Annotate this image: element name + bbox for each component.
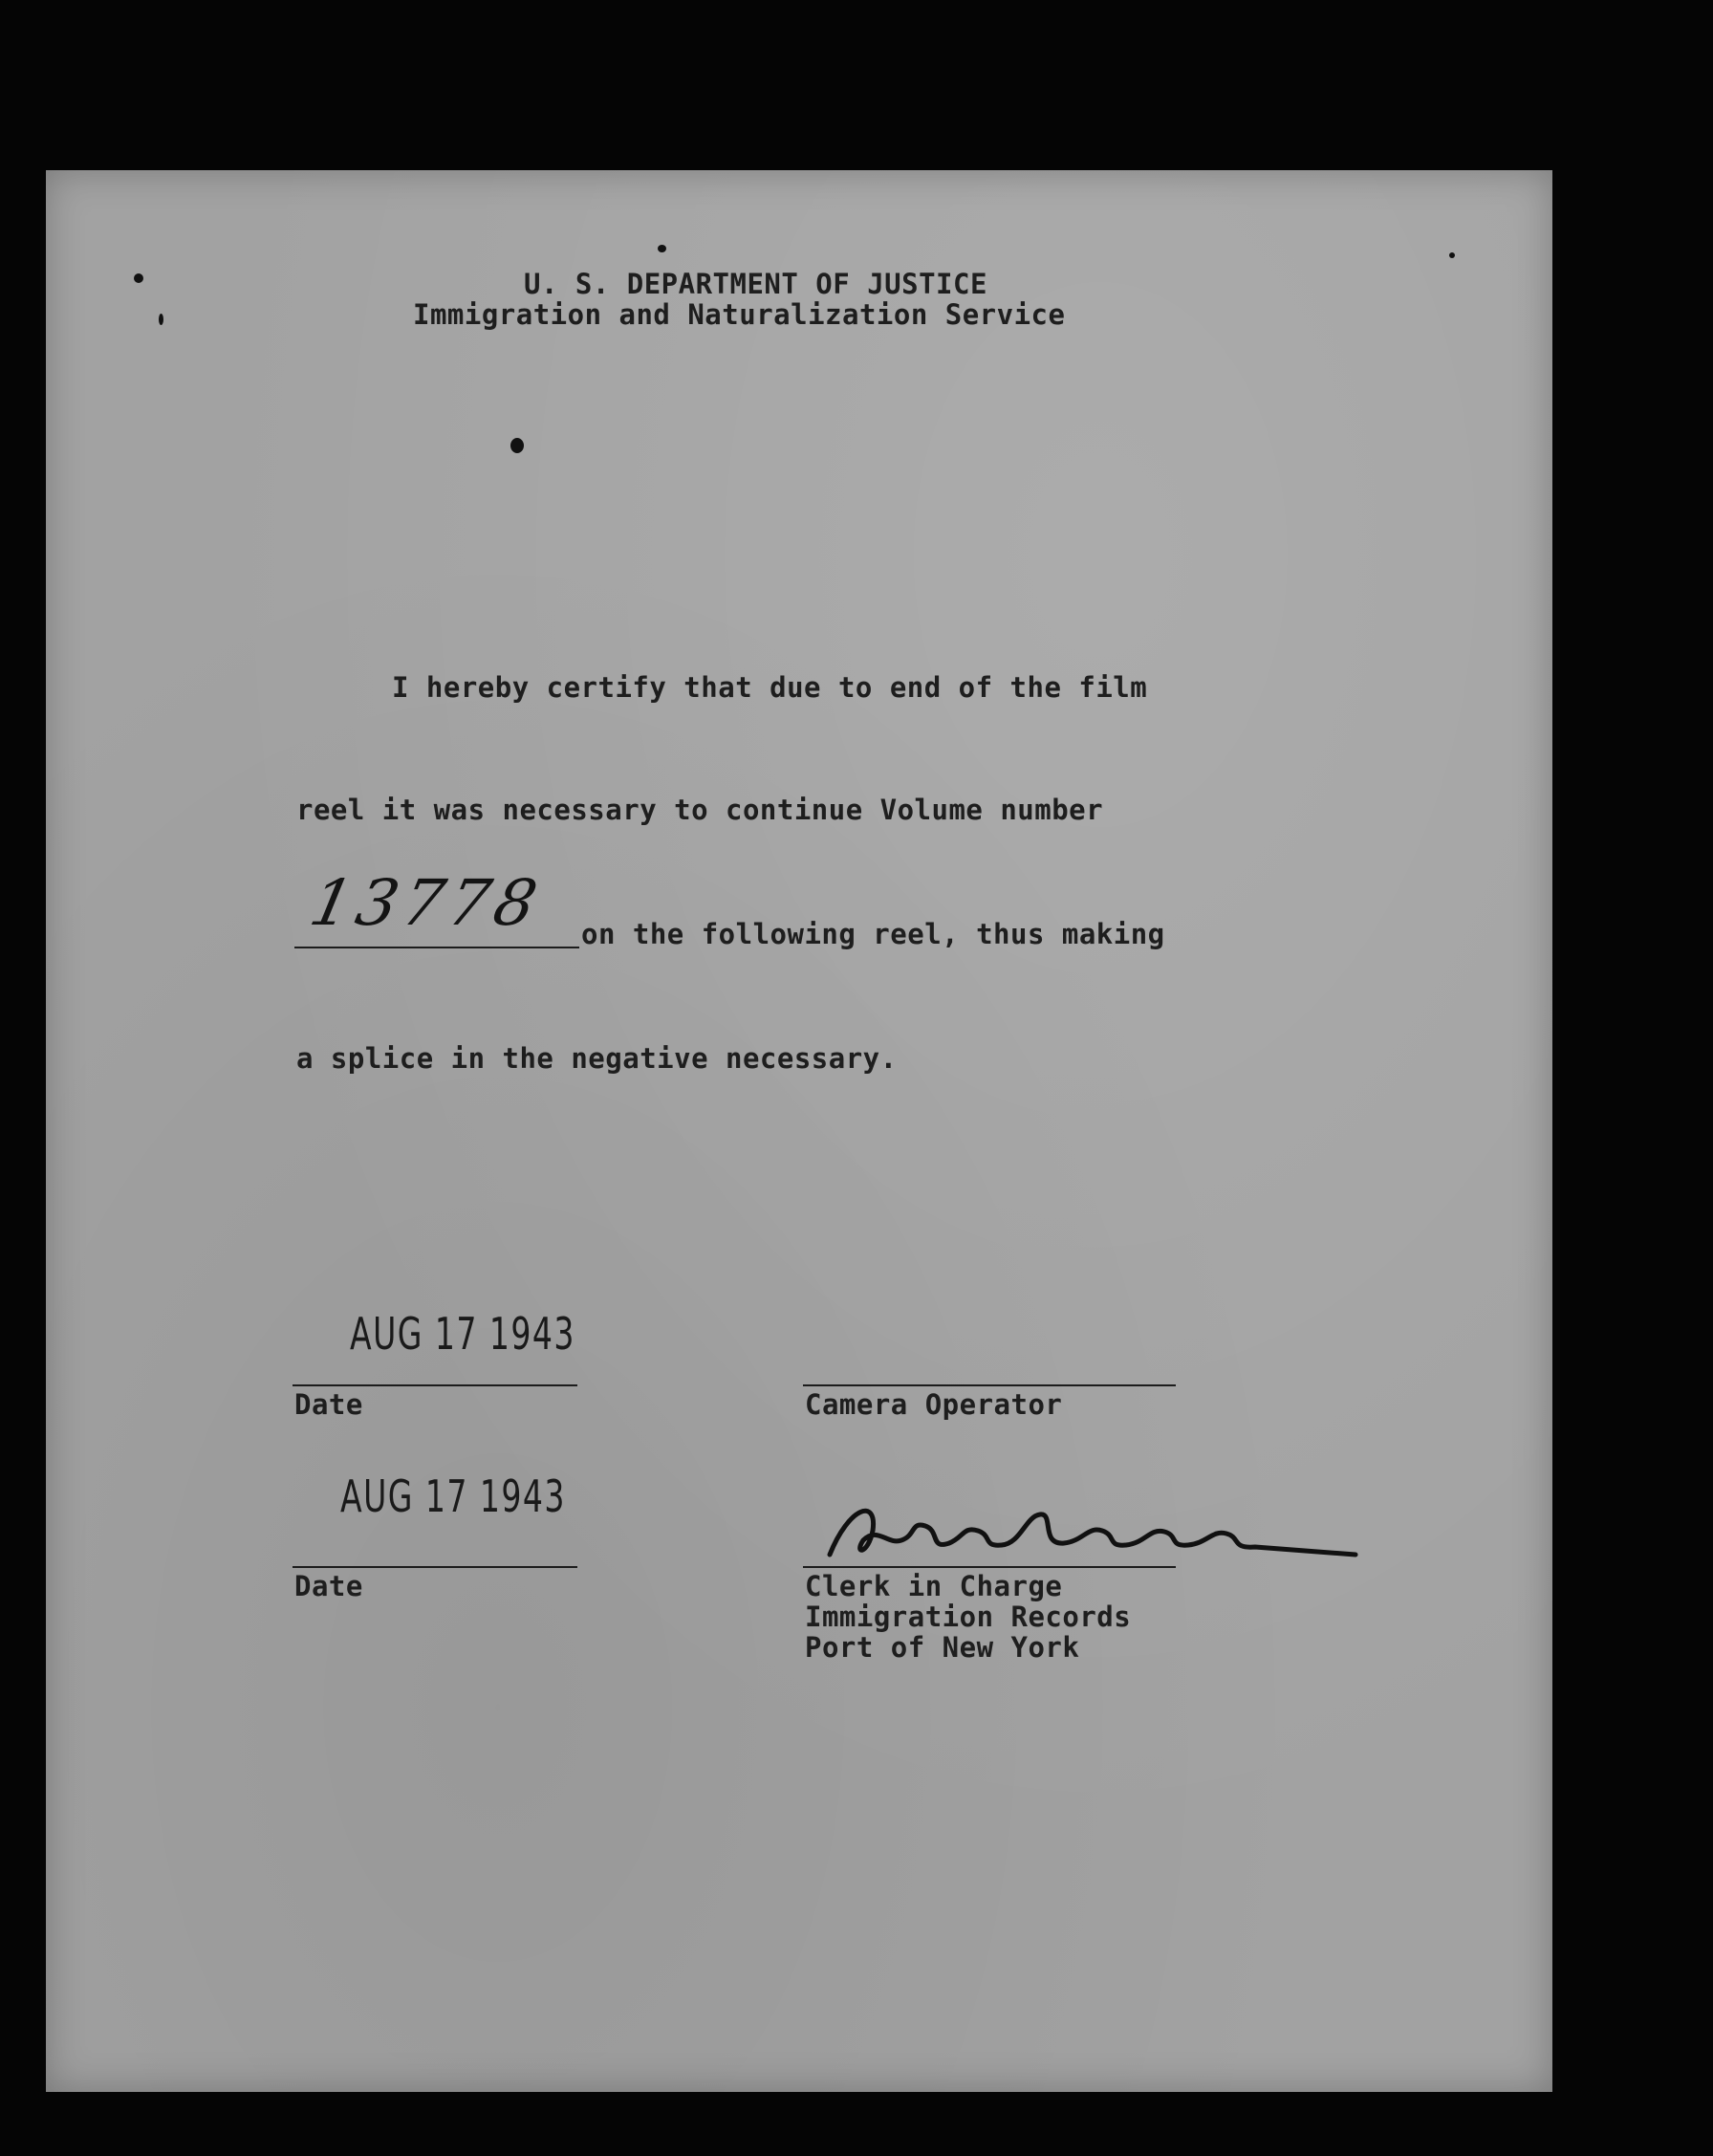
clerk-title-line-3: Port of New York <box>805 1631 1080 1664</box>
ink-speck <box>1449 252 1455 258</box>
service-heading: Immigration and Naturalization Service <box>413 298 1066 331</box>
date-2-label: Date <box>294 1570 363 1602</box>
date-stamp-1: AUG 17 1943 <box>350 1308 575 1360</box>
certify-line-2: reel it was necessary to continue Volume number <box>296 794 1104 826</box>
clerk-signature <box>820 1488 1375 1574</box>
ink-speck <box>159 314 163 325</box>
clerk-signature-line <box>803 1566 1176 1568</box>
date-stamp-2: AUG 17 1943 <box>340 1470 566 1522</box>
volume-number-handwritten: 13778 <box>303 866 550 940</box>
clerk-title-line-2: Immigration Records <box>805 1601 1132 1633</box>
certify-line-4: a splice in the negative necessary. <box>296 1042 898 1075</box>
camera-operator-label: Camera Operator <box>805 1388 1063 1421</box>
date-1-label: Date <box>294 1388 363 1421</box>
department-heading: U. S. DEPARTMENT OF JUSTICE <box>524 268 987 300</box>
clerk-title-line-1: Clerk in Charge <box>805 1570 1063 1602</box>
ink-speck <box>134 273 143 283</box>
volume-number-underline <box>294 947 579 948</box>
camera-operator-signature-line <box>803 1384 1176 1386</box>
ink-speck <box>510 438 524 453</box>
certify-line-1: I hereby certify that due to end of the film <box>392 671 1148 704</box>
date-1-signature-line <box>293 1384 577 1386</box>
date-2-signature-line <box>293 1566 577 1568</box>
document-sheet <box>46 170 1552 2092</box>
ink-speck <box>658 245 666 252</box>
certify-line-3: on the following reel, thus making <box>581 918 1165 950</box>
